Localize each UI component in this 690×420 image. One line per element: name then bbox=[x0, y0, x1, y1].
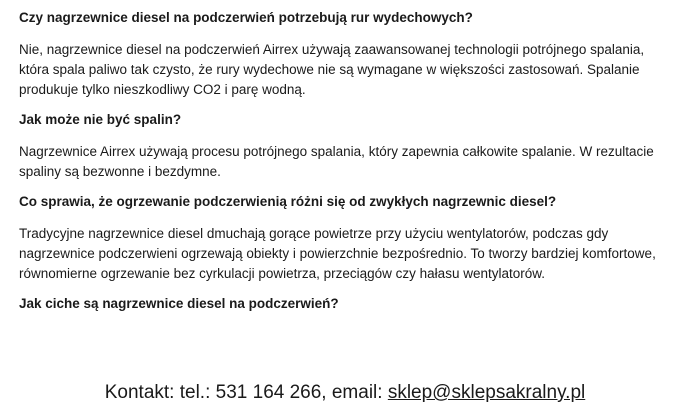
faq-answer-1: Nie, nagrzewnice diesel na podczerwień Airrex używają zaawansowanej technologii potrójnego spalania, która spala paliwo tak czysto, że rury wydechowe nie są wymagane w większości zastosowań. Spalanie produkuje tylko nieszkodliwy CO2 i parę wodną. bbox=[19, 42, 645, 97]
email-link[interactable]: sklep@sklepsakralny.pl bbox=[387, 382, 586, 403]
faq-question-2: Jak może nie być spalin? bbox=[19, 112, 182, 127]
contact-prefix: Kontakt: tel.: 531 164 266, email: bbox=[104, 382, 388, 403]
faq-answer-3: Tradycyjne nagrzewnice diesel dmuchają gorące powietrze przy użyciu wentylatorów, podczas gdy nagrzewnice podczerwieni ogrzewają obiekty i powierzchnie bezpośrednio. To tworzy bardziej komfortowe, równomierne ogrzewanie bez cyrkulacji powietrza, przeciągów czy hałasu wentylatorów. bbox=[19, 226, 656, 281]
faq-question-1: Czy nagrzewnice diesel na podczerwień potrzebują rur wydechowych? bbox=[19, 10, 473, 25]
contact-line bbox=[0, 381, 690, 405]
faq-section bbox=[19, 9, 679, 326]
faq-question-4: Jak ciche są nagrzewnice diesel na podczerwień? bbox=[19, 296, 339, 311]
faq-answer-2: Nagrzewnice Airrex używają procesu potrójnego spalania, który zapewnia całkowite spalanie. W rezultacie spaliny są bezwonne i bezdymne. bbox=[19, 144, 654, 179]
faq-question-3: Co sprawia, że ogrzewanie podczerwienią różni się od zwykłych nagrzewnic diesel? bbox=[19, 194, 557, 209]
